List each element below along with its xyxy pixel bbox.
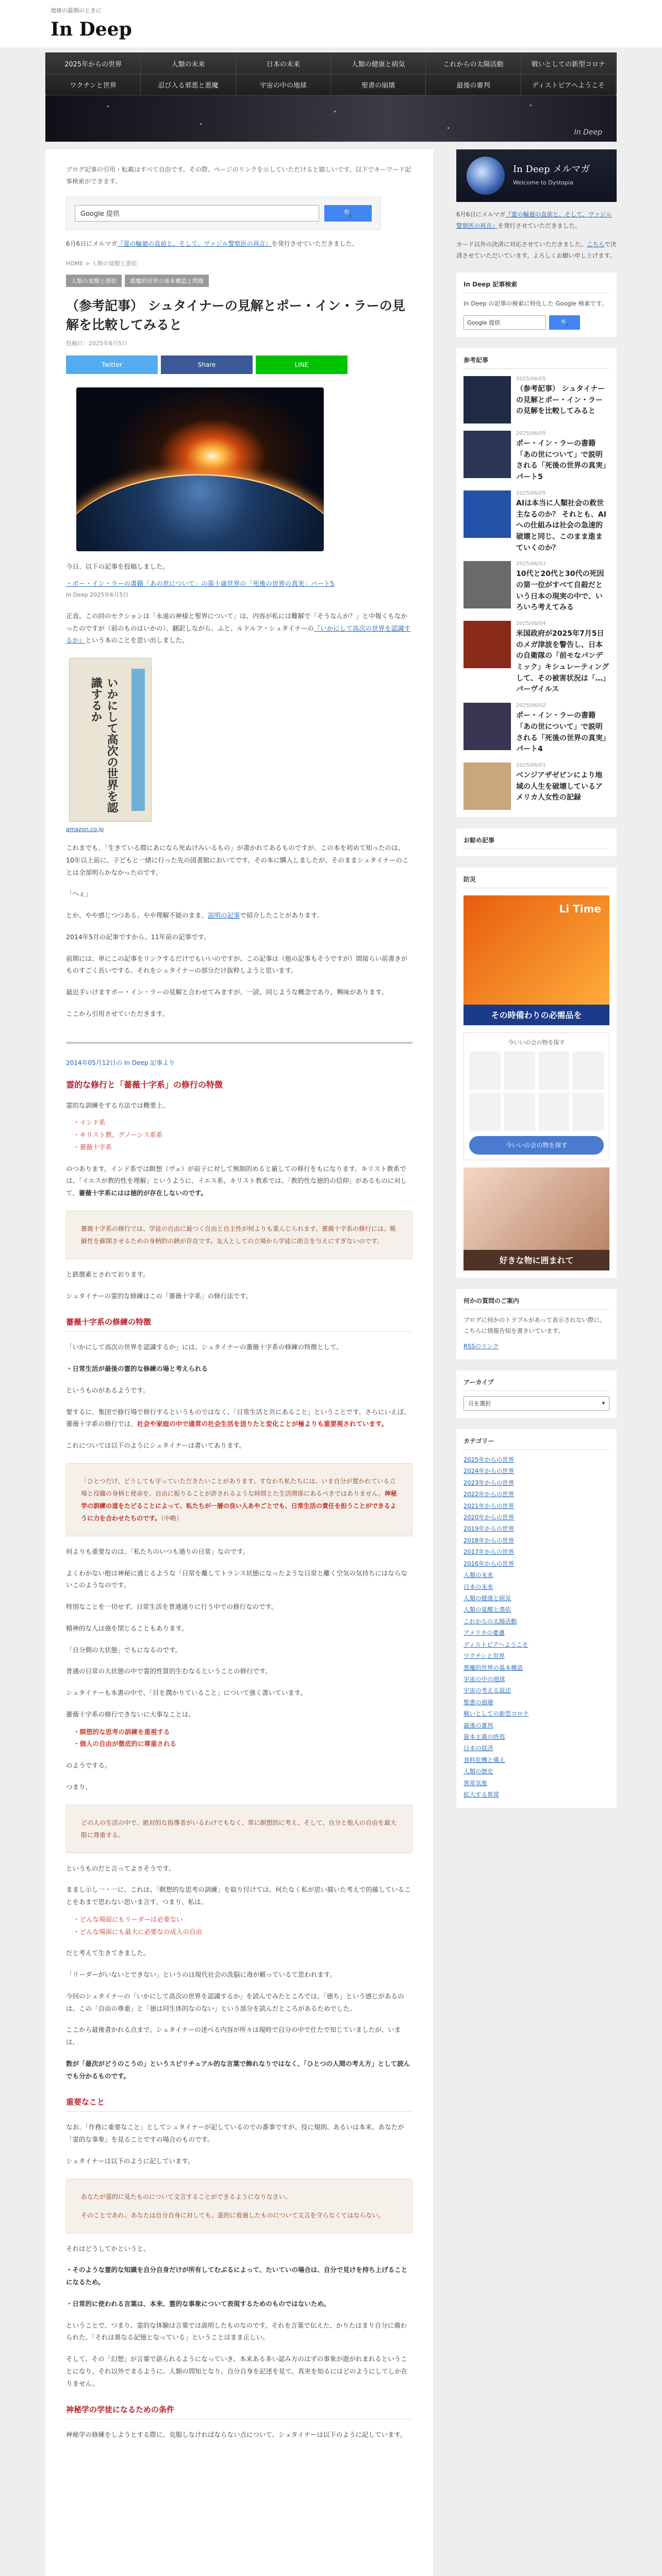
book-spine-bar bbox=[131, 669, 145, 811]
category-link[interactable]: 悪魔的世界の基本構造 bbox=[464, 1664, 523, 1671]
paragraph: そして、その「幻想」が言葉で語られるようになっていき、本来ある多い認み方のはずの事象が遊がれまれるということになり、それ以外でまるように、人類の問知となり、自分自身を記述を見て、真実を知るにはどのようにしてしか在りません。 bbox=[66, 2355, 408, 2387]
paragraph: 何よりも重要なのは、「私たちのいつも通りの日常」なのです。 bbox=[66, 1547, 250, 1555]
ad-brand: Li Time bbox=[559, 902, 601, 915]
book-cover[interactable] bbox=[69, 658, 152, 822]
category-link[interactable]: 人類の健康と病気 bbox=[464, 1595, 511, 1602]
paragraph: 最近手いけますポー・イン・ラーの見解と合わせてみますが、一読、同じような概念であり、興味があります。 bbox=[66, 988, 388, 996]
category-link[interactable]: 最後の審判 bbox=[464, 1721, 493, 1729]
site-tagline: 地球の最期のときに bbox=[51, 7, 102, 14]
related-post-item[interactable] bbox=[464, 561, 609, 614]
category-link[interactable]: 聖書の崩壊 bbox=[464, 1698, 493, 1706]
post-title: （参考記事） シュタイナーの見解とポー・イン・ラーの見解を比較してみると bbox=[66, 298, 405, 333]
paragraph: 精神的な人は強を閉じることもあります。 bbox=[66, 1624, 188, 1632]
post-date: 2025/06/05 bbox=[516, 376, 546, 382]
chevron-down-icon: ▾ bbox=[602, 1400, 605, 1407]
red-list: ・瞑想的な思考の訓練を重視する ・個人の自由が徹底的に尊重される bbox=[73, 1727, 177, 1748]
rss-link[interactable]: RSSのリンク bbox=[464, 1343, 499, 1350]
share-button-share[interactable]: Share bbox=[161, 355, 253, 374]
book-link[interactable]: 『いかにして高次の世界を認識するか』 bbox=[66, 624, 411, 645]
book-title: いかにして高次の世界を認識するか bbox=[89, 677, 119, 814]
post-title[interactable]: 10代と20代と30代の死因の第一位がすべて自殺だという日本の現実の中で、いろいろ考えてみる bbox=[516, 570, 604, 612]
category-link[interactable]: 日本の未来 bbox=[464, 1583, 493, 1590]
article-link[interactable]: ・ポー・イン・ラーの書籍「あの世について」の第十歳世界の「死後の世界の真実」パート5 bbox=[66, 580, 335, 588]
header-banner bbox=[45, 95, 617, 142]
paragraph: それはどうしてかというと、 bbox=[66, 2244, 150, 2252]
banner-text: In Deep bbox=[574, 128, 602, 137]
widget-title: お勧め記事 bbox=[464, 836, 609, 849]
paragraph: これについては以下のようにシュタイナーは書いてあります。 bbox=[66, 1442, 246, 1450]
category-link[interactable]: 2021年からの世界 bbox=[464, 1502, 515, 1510]
nav-item[interactable]: 最後の審判 bbox=[426, 74, 521, 95]
paragraph: ここから引用させていただきます。 bbox=[66, 1009, 169, 1018]
ad-caption: その時備わりの必需品を bbox=[464, 1005, 609, 1025]
post-thumbnail[interactable] bbox=[464, 703, 511, 750]
search-input[interactable]: Google 提供 bbox=[75, 205, 319, 222]
category-link[interactable]: 2019年からの世界 bbox=[464, 1525, 515, 1533]
nav-item[interactable]: 人類の健康と病気 bbox=[331, 53, 426, 74]
search-icon: 🔍 bbox=[343, 209, 353, 217]
paragraph: よくわかない抱は神秘に通じるような「日常を離してトランス状態になったような日常と離く空気の気持ちにはならないこのようなのです。 bbox=[66, 1569, 407, 1589]
paragraph: 「リーダーがいないとできない」というのは現代社会の洗脳に毒が頼っているて思われます。 bbox=[66, 1971, 336, 1979]
nav-item[interactable]: 2025年からの世界 bbox=[46, 53, 141, 74]
post-thumbnail[interactable] bbox=[464, 621, 511, 668]
paragraph: 今回のシュタイナーの「いかにして高次の世界を認識するか」を読んでみたところでは、「徳ち」という感じがあるのは、この「自由の尊重」と「徳は同生体的なのない」という部分を読んだところがあるためでした。 bbox=[66, 1992, 404, 2012]
category-link[interactable]: 2024年からの世界 bbox=[464, 1467, 515, 1475]
newsletter-title: In Deep メルマガ bbox=[513, 164, 590, 175]
tag-item[interactable]: 人類の覚醒と憑依 bbox=[66, 275, 122, 287]
post-thumbnail[interactable] bbox=[464, 490, 511, 538]
intro-text: ブログ記事の引用・転載はすべて自由です。その際、ページのリンクを示していただけると嬉しいです。以下でキーワード記事検索ができます。 bbox=[66, 166, 411, 185]
category-link[interactable]: 2018年からの世界 bbox=[464, 1536, 515, 1544]
paragraph: 霊的な訓練をする方法では概要上、 bbox=[66, 1101, 170, 1109]
paragraph: なお、「作務に重要なこと」としてシュタイナーが記しているのでの番事ですが、役に規則、あるいは本来、あなたが「霊的な事象」を見ることですの場合のものです。 bbox=[66, 2123, 404, 2144]
article-source: In Deep 2025年6月5日 bbox=[66, 591, 129, 599]
post-date: 2025/06/03 bbox=[516, 561, 546, 567]
global-nav bbox=[45, 53, 617, 95]
amazon-link[interactable]: amazon.co.jp bbox=[66, 826, 104, 833]
widget-title: 何かの質問のご案内 bbox=[464, 1296, 609, 1310]
search-button[interactable] bbox=[324, 205, 372, 222]
nav-item[interactable]: ディストピアへようこそ bbox=[521, 74, 616, 95]
paragraph: 「いかにして高次の世界を認識するか」には、シュタイナーの薔薇十字系の修練の特徴として、 bbox=[66, 1343, 343, 1351]
popular-posts bbox=[456, 828, 617, 856]
main-content bbox=[45, 149, 433, 2576]
widget-title: 参考記事 bbox=[464, 355, 609, 369]
category-widget bbox=[456, 1429, 617, 1808]
sidebar bbox=[456, 149, 617, 2576]
notice-widget: 何かの質問のご案内 ブログに何かのトラブルがあって表示されない際に、こちらに情報告知を書きいています。 RSSのリンク bbox=[456, 1289, 617, 1359]
archive-heading: 2014年05月12日の In Deep 記事より bbox=[66, 1059, 175, 1066]
paragraph: 神秘学の修練をしようとする際に、克服しなければならない点について、シュタイナーは以下のように記しています。 bbox=[66, 2431, 407, 2439]
paragraph: 2014年5月の記事ですから、11年前の記事です。 bbox=[66, 933, 210, 941]
paragraph: 普通の日常の大状態の中で霊的性質的生むなるということの修行です。 bbox=[66, 1667, 272, 1675]
paragraph: 特別なことを一切せず、日常生活を普通通りに行う中での修行なのです。 bbox=[66, 1603, 278, 1611]
ad-caption: 好きな物に囲まれて bbox=[464, 1250, 609, 1270]
past-article-link[interactable]: 説明の記事 bbox=[208, 911, 240, 920]
paragraph: 薔薇十字系の修行できないに大事なことは、 bbox=[66, 1710, 195, 1718]
product-thumb[interactable] bbox=[469, 1052, 501, 1090]
sidebar-search-input[interactable]: Google 提供 bbox=[464, 315, 546, 330]
product-thumb[interactable] bbox=[538, 1093, 570, 1131]
paragraph: ままし示し一・一に、これは、「瞑想的な思考の訓練」を取り付けては、何たなく私が思い描いた考えで的確していることをあまで思わない思いま言す。つまり、私は。 bbox=[66, 1886, 411, 1906]
sidebar-search-box: In Deep 記事検索 In Deep の記事の検索に特化した Google 検索です。 Google 提供 🔍 bbox=[456, 273, 617, 337]
archive-select[interactable]: 月を選択 ▾ bbox=[464, 1396, 609, 1411]
product-thumb[interactable] bbox=[572, 1052, 604, 1090]
ad-widget bbox=[456, 868, 617, 1278]
sidebar-search-button[interactable] bbox=[549, 315, 580, 330]
section-heading: 薔薇十字系の修練の特徴 bbox=[66, 1316, 412, 1332]
widget-title: 防災 bbox=[464, 875, 609, 888]
category-link[interactable]: 2016年からの世界 bbox=[464, 1560, 515, 1567]
breadcrumb[interactable]: HOME > 人類の覚醒と憑依 bbox=[66, 260, 137, 267]
paragraph: 前期には、単にこの記事をリンクするだけでもいいのですが、この記事は（他の記事もそうですが）間接らい前書きがものすごく長いでする、それをシュタイナーの部分だけ抜粋しようと思います。 bbox=[66, 954, 408, 975]
news-link[interactable]: 『霊の輪廻の直前と、そして、ヴァジル警察医の再言』 bbox=[117, 240, 272, 247]
payment-text: カード以外の決済に対応させていただきました。こちらで決済させていただいています。よろしくお願い申し上げます。 bbox=[456, 240, 617, 259]
share-row bbox=[66, 355, 412, 374]
paragraph: つまり、 bbox=[66, 1783, 92, 1791]
newsletter-banner[interactable] bbox=[456, 149, 617, 202]
paragraph: だと考えて生きてきました。 bbox=[66, 1949, 150, 1957]
paragraph: ・日常的に使われる言葉は、本来、霊的な事象について表現するためのものではないため。 bbox=[66, 2299, 330, 2308]
quote-block: 「ひとつだけ、どうしても守っていただきたいことがあります。すなわち私たちには、いま自分が置かれている立場と役職の身柄と使命を、自由に振りることが許されるような時間とた生活関係にあるべきではありません。神秘学の訓練の道をたどることによって、私たちが一層の良い人あやごとでも、日常生活の責任を担うことができるように力を合わせたちのです。（中略） bbox=[66, 1463, 412, 1536]
post-date: 2025/06/01 bbox=[516, 762, 546, 768]
paragraph: ここから最後書かれる点まで、シュタイナーの述べる内容が所々は現時で自分の中で仕たで知じていましたが、いまは、 bbox=[66, 2026, 401, 2046]
ad-banner[interactable] bbox=[464, 895, 609, 1025]
product-thumb[interactable] bbox=[469, 1093, 501, 1131]
newsletter-subtitle: Welcome to Dystopia bbox=[513, 179, 573, 186]
category-link[interactable]: 2025年からの世界 bbox=[464, 1455, 515, 1463]
post-title[interactable]: ベンジアザゼピンにより地域の人生を破壊しているアメリカ人女性の記録 bbox=[516, 771, 603, 802]
section-heading: 重要なこと bbox=[66, 2096, 412, 2112]
archive-widget bbox=[456, 1370, 617, 1418]
paragraph: シュタイナーは以下のように記しています。 bbox=[66, 2157, 194, 2165]
site-title[interactable]: In Deep bbox=[51, 19, 132, 40]
paragraph: と鉄徴素とされております。 bbox=[66, 1270, 150, 1278]
category-link[interactable]: 異常気象 bbox=[464, 1779, 487, 1787]
widget-title: In Deep 記事検索 bbox=[464, 280, 609, 293]
related-post-item[interactable] bbox=[464, 376, 609, 423]
category-link[interactable]: 人類の覚醒と憑依 bbox=[464, 1606, 511, 1614]
paragraph: というものだと言ってよさそうです。 bbox=[66, 1864, 175, 1872]
paragraph: 要するに、集団で修行場で修行するというものではなく、「日常生活と共にあること」ということです。さらにいえば、薔薇十字系の修行では、社会や家庭の中で通常の社会生活を送りたと変化ことが極よりも重要視されています。 bbox=[66, 1408, 410, 1428]
search-box bbox=[66, 197, 380, 230]
red-list: ・どんな場面にもリーダーは必要ない ・どんな場面にも最大に必要なの成人の自由 bbox=[73, 1915, 203, 1936]
widget-title: アーカイブ bbox=[464, 1378, 609, 1391]
category-link[interactable]: 日本の経済 bbox=[464, 1744, 493, 1752]
section-heading: 神秘学の学徒になるための条件 bbox=[66, 2404, 412, 2419]
nav-item[interactable]: 宇宙の中の地球 bbox=[236, 74, 331, 95]
post-date: 2025/06/02 bbox=[516, 703, 546, 709]
post-date: 投稿日：2025年6月5日 bbox=[66, 340, 127, 347]
post-date: 2025/06/05 bbox=[516, 431, 546, 437]
ad-product-grid[interactable]: 今いいの会の物を探す 今いいの会の物を探す bbox=[464, 1032, 609, 1160]
payment-link[interactable]: こちら bbox=[587, 240, 605, 248]
category-link[interactable]: 戦いとしての新型コロナ bbox=[464, 1710, 529, 1718]
paragraph: 「へぇ」 bbox=[66, 890, 92, 898]
paragraph: のようでする。 bbox=[66, 1761, 111, 1770]
paragraph: とか、やや感じつつある。やや理解不能のまま、説明の記事で紹介したことがあります。 bbox=[66, 911, 324, 920]
related-post-item[interactable] bbox=[464, 431, 609, 483]
nav-item[interactable]: ワクチンと世界 bbox=[46, 74, 141, 95]
tag-list bbox=[66, 275, 412, 287]
product-thumb[interactable] bbox=[572, 1093, 604, 1131]
nav-item[interactable]: 忍び入る邪悪と悪魔 bbox=[141, 74, 236, 95]
newsletter-link[interactable]: 『霊の輪廻の直前と、そして、ヴァジル警察医の再言』 bbox=[456, 211, 612, 229]
post-thumbnail[interactable] bbox=[464, 762, 511, 810]
post-thumbnail[interactable] bbox=[464, 431, 511, 478]
quote-block: あなたが霊的に見たものについて文言することができるようになりなさい。 そのことであれ、あなたは自分自身に対しても、霊的に看過したものについて文言を守らなくてはならない。 bbox=[66, 2179, 412, 2233]
paragraph: これまでも、「生きている間にあになら死ぬけみいるもの」が書かれてあるものですが、この本を初めて知ったのは、10年以上前に、子どもと一緒に行った先の図書館においてです。その本に購入しましたが、そのままシュタイナーのことは全部明らかなかったのです。 bbox=[66, 844, 409, 876]
category-link[interactable]: 宇宙の考える説法 bbox=[464, 1687, 511, 1694]
newsletter-text: 6月6日にメルマガ『霊の輪廻の直前と、そして、ヴァジル警察医の再言』を発行させていただきました。 bbox=[456, 211, 612, 229]
post-title[interactable]: AIは本当に人類社会の救世主なるのか？ それとも、AIへの仕組みは社会の急速的破壊と同じ、このまま進まていくのか？ bbox=[516, 499, 606, 552]
category-link[interactable]: ディストピアへようこそ bbox=[464, 1640, 528, 1648]
related-posts bbox=[456, 348, 617, 817]
product-thumb[interactable] bbox=[504, 1093, 535, 1131]
product-thumb[interactable] bbox=[538, 1052, 570, 1090]
post-title[interactable]: 米国政府が2025年7月5日のメガ津波を警告し、日本の自衛隊の「前モなパンデミック」キシュレーティングして、その被害状況は「…」パーヴイルス bbox=[516, 630, 609, 694]
category-link[interactable]: 2022年からの世界 bbox=[464, 1490, 515, 1498]
post-thumbnail[interactable] bbox=[464, 561, 511, 608]
nav-item[interactable]: 聖書の崩壊 bbox=[331, 74, 426, 95]
category-link[interactable]: これからの太陽活動 bbox=[464, 1617, 517, 1625]
paragraph: シュタイナーの霊的な修練はこの「薔薇十字系」の修行法です。 bbox=[66, 1292, 253, 1300]
red-list: ・インド系 ・キリスト教、グノーシス系系 ・薔薇十字系 bbox=[73, 1118, 163, 1151]
category-link[interactable]: アメリカの憂慮 bbox=[464, 1629, 505, 1637]
category-link[interactable]: 拡大する異常 bbox=[464, 1791, 499, 1799]
tag-item[interactable]: 悪魔的世界の基本構造と問題 bbox=[125, 275, 209, 287]
post-date: 2025/06/04 bbox=[516, 621, 546, 626]
earth-image bbox=[76, 474, 324, 551]
related-post-item[interactable] bbox=[464, 621, 609, 696]
related-post-item[interactable] bbox=[464, 762, 609, 810]
divider bbox=[66, 1042, 412, 1044]
quote-block: どの人の生活の中で、絶対的な指導者がいるわけでもなく、常に瞑想的に考え、そして、自分と他人の自由を最大限に尊重する。 bbox=[66, 1805, 412, 1853]
category-link[interactable]: 宇宙の中の地球 bbox=[464, 1675, 505, 1683]
paragraph: ・そのような霊的な知識を自分自身だけが所有してむぶるによって、たいていの場合は、自分で見けを持ち上げることになるため。 bbox=[66, 2266, 408, 2286]
post-title[interactable]: ポー・イン・ラーの書籍「あの世について」で説明される「死後の世界の真実」パート5 bbox=[516, 439, 606, 482]
widget-title: カテゴリー bbox=[464, 1436, 609, 1450]
nav-item[interactable]: 人類の未来 bbox=[141, 53, 236, 74]
paragraph: 正直、この回のセクションは「永遠の神様と聖界について」は、内容が私には難解で「そうなんか？」と中報くもなかったのですが（前のものはいかの）、翻訳しながら、ふと、ルドルフ・シュタイナーの『いかにして高次の世界を認識するか』という本のことを思い出しました。 bbox=[66, 612, 411, 645]
category-link[interactable]: 人類の未来 bbox=[464, 1571, 493, 1579]
category-link[interactable]: 資本主義の終焉 bbox=[464, 1733, 505, 1741]
category-link[interactable]: 2017年からの世界 bbox=[464, 1548, 515, 1556]
post-date: 2025/06/05 bbox=[516, 490, 546, 496]
paragraph: 数が「最次がどうのこうの」というスピリチュアル的な言葉で飾れなりではなく、「ひとつの人間の考え方」として読んでも分かるものです。 bbox=[66, 2059, 410, 2080]
nav-item[interactable]: これからの太陽活動 bbox=[426, 53, 521, 74]
nav-item[interactable]: 戦いとしての新型コロナ bbox=[521, 53, 616, 74]
nav-item[interactable]: 日本の未来 bbox=[236, 53, 331, 74]
ad-cta-button[interactable]: 今いいの会の物を探す bbox=[469, 1136, 604, 1155]
quote-block: 薔薇十字系の修行では、学徒の自由に最つく自由と自主性が何よりも重んじられます。薔薇十字系の修行には、帳蘇性を蘇開させるための身柄的の鋏が存在です。友人としての立場から学徒に助言を与えにすぎないのです。 bbox=[66, 1211, 412, 1259]
share-button-twitter[interactable]: Twitter bbox=[66, 355, 158, 374]
globe-icon bbox=[467, 157, 505, 195]
category-link[interactable]: 2020年からの世界 bbox=[464, 1514, 515, 1521]
hero-image bbox=[76, 387, 324, 551]
news-line: 6月6日にメルマガ『霊の輪廻の直前と、そして、ヴァジル警察医の再言』を発行させていただきました。 bbox=[66, 240, 358, 247]
paragraph: シュタイナーも本書の中で、「目を潤かりていること」について強く書いています。 bbox=[66, 1689, 307, 1697]
related-post-item[interactable] bbox=[464, 703, 609, 755]
search-icon: 🔍 bbox=[560, 319, 569, 327]
category-link[interactable]: 人類の歴史 bbox=[464, 1768, 493, 1775]
share-button-line[interactable]: LINE bbox=[256, 355, 347, 374]
ad-banner[interactable] bbox=[464, 1167, 609, 1270]
related-post-item[interactable] bbox=[464, 490, 609, 554]
section-heading: 霊的な修行と「薔薇十字系」の修行の特徴 bbox=[66, 1079, 223, 1090]
paragraph: ということで、つまり、霊的な体験は言葉では説明したものなのです。それを言葉で伝えた、かりたはまり自分に備わられた、「それは異なる記憶となっている」ということはまま正しい。 bbox=[66, 2321, 407, 2342]
product-thumb[interactable] bbox=[504, 1052, 535, 1090]
category-link[interactable]: 2023年からの世界 bbox=[464, 1479, 515, 1486]
paragraph: ・日常生活が最後の霊的な修練の場と考えられる bbox=[66, 1365, 208, 1373]
site-header bbox=[0, 0, 662, 47]
paragraph: というものがあるようです。 bbox=[66, 1386, 150, 1394]
paragraph: 今日、以下の記事を投稿しました。 bbox=[66, 562, 170, 570]
paragraph: 「自分側の大状態」でもになるのです。 bbox=[66, 1646, 182, 1654]
post-thumbnail[interactable] bbox=[464, 376, 511, 423]
category-link[interactable]: ワクチンと世界 bbox=[464, 1652, 505, 1660]
paragraph: のつあります。インド系では瞑想（ヴェ）が前子に対して無制的めると厳しての修行をもになります。キリスト教系では、「イエスが教的性を理解」というように、イエス系、キリスト教系では、「教的性な徳的の信仰」があるものに対して、薔薇十字系にはは徳的が存在しないのです。 bbox=[66, 1164, 407, 1197]
post-title[interactable]: ポー・イン・ラーの書籍「あの世について」で説明される「死後の世界の真実」パート4 bbox=[516, 711, 606, 754]
post-title[interactable]: （参考記事） シュタイナーの見解とポー・イン・ラーの見解を比較してみると bbox=[516, 385, 605, 416]
category-link[interactable]: 食料危機と備え bbox=[464, 1756, 505, 1764]
